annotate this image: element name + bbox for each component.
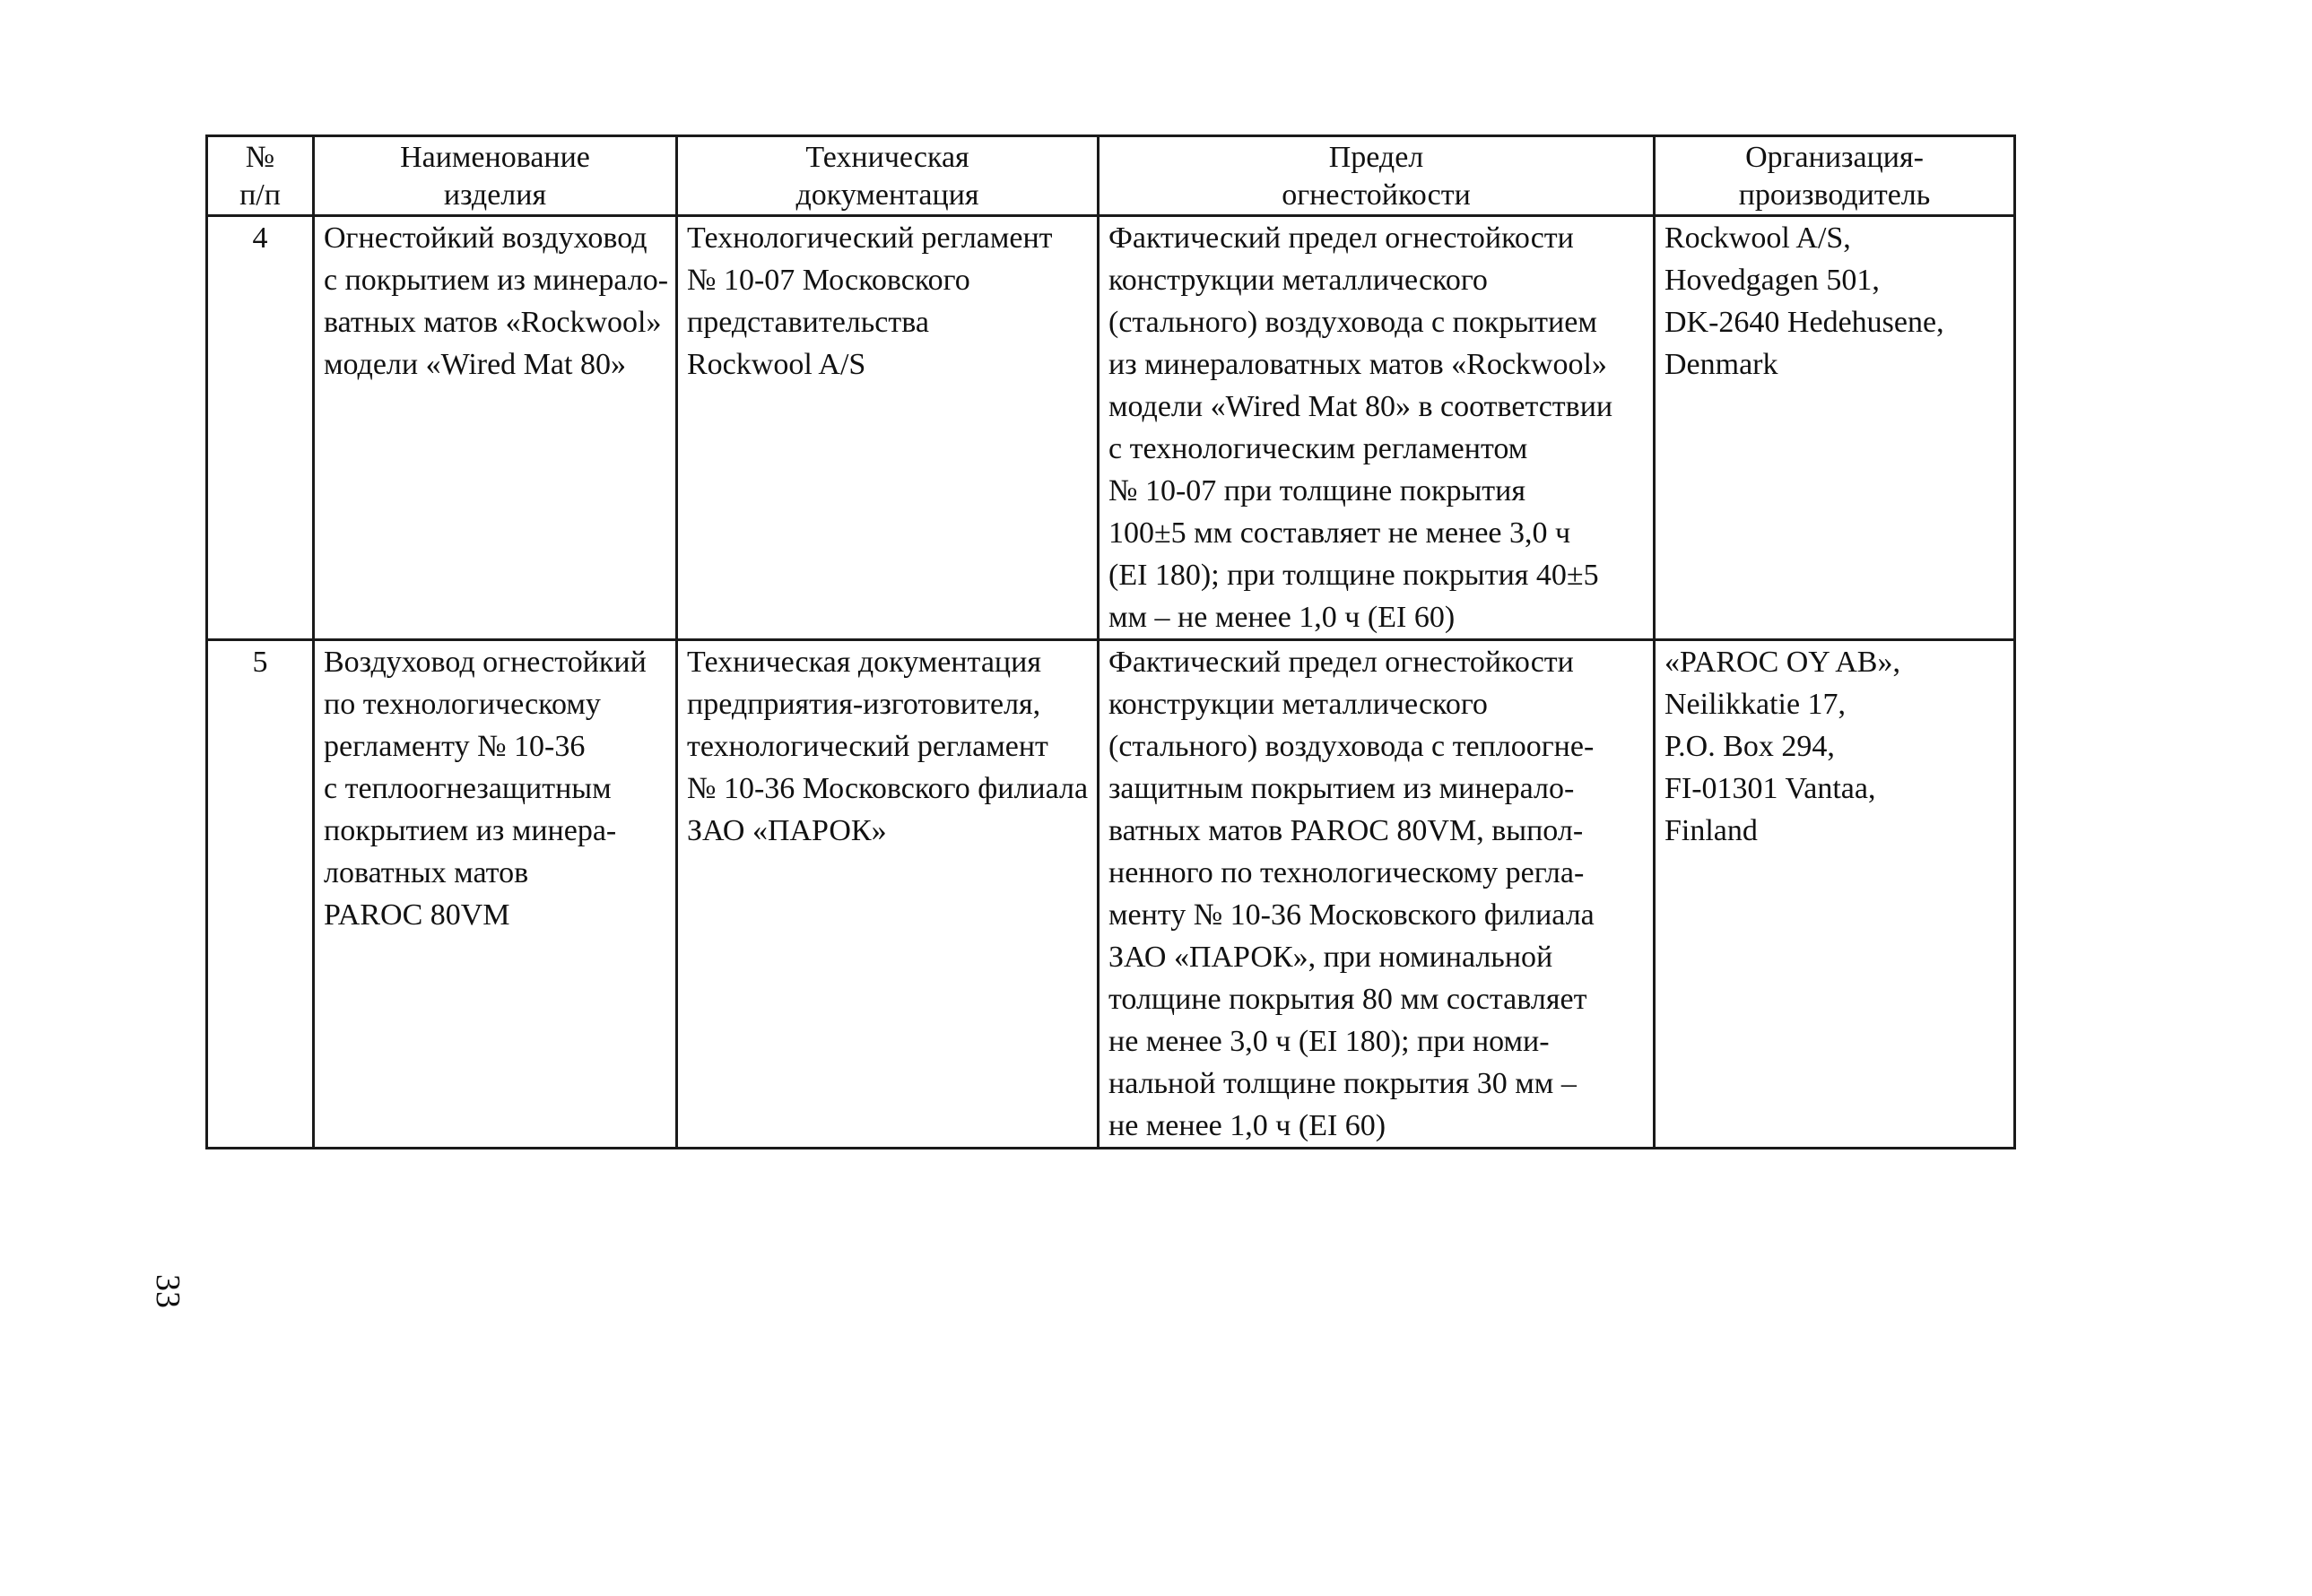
header-product-name	[314, 136, 677, 216]
cell-line: (EI 180); при толщине покрытия 40±5	[1108, 559, 1599, 592]
cell-line: по технологическому	[324, 688, 601, 721]
header-number	[207, 136, 314, 216]
documentation-cell	[677, 640, 1099, 1149]
cell-line: № 10-07 при толщине покрытия	[1108, 474, 1525, 507]
fire-resistance-cell	[1099, 216, 1655, 640]
cell-line: PAROC 80VM	[324, 898, 510, 932]
cell-line: № 10-07 Московского	[687, 264, 970, 297]
cell-line: предприятия-изготовителя,	[687, 688, 1041, 721]
cell-line: № 10-36 Московского филиала	[687, 772, 1089, 805]
cell-line: нальной толщине покрытия 30 мм –	[1108, 1067, 1577, 1100]
cell-line: не менее 3,0 ч (EI 180); при номи-	[1108, 1025, 1550, 1058]
cell-line: с покрытием из минерало-	[324, 264, 669, 297]
cell-line: менту № 10-36 Московского филиала	[1108, 898, 1595, 932]
header-line: Организация-	[1745, 141, 1924, 174]
products-table	[205, 134, 2016, 1149]
cell-line: представительства	[687, 306, 929, 339]
page-number: 33	[149, 1274, 187, 1308]
cell-line: Rockwool A/S,	[1664, 221, 1851, 255]
cell-line: P.O. Box 294,	[1664, 730, 1835, 763]
header-line: Предел	[1328, 141, 1424, 174]
cell-line: ватных матов «Rockwool»	[324, 306, 662, 339]
cell-line: конструкции металлического	[1108, 264, 1488, 297]
cell-line: Rockwool A/S	[687, 348, 866, 381]
cell-line: модели «Wired Mat 80»	[324, 348, 626, 381]
cell-line: Технологический регламент	[687, 221, 1053, 255]
manufacturer-cell	[1655, 640, 2015, 1149]
table-row	[207, 216, 2015, 640]
cell-line: ловатных матов	[324, 856, 529, 889]
cell-line: Воздуховод огнестойкий	[324, 646, 647, 679]
cell-line: FI-01301 Vantaa,	[1664, 772, 1876, 805]
product-name-cell	[314, 216, 677, 640]
cell-line: с теплоогнезащитным	[324, 772, 612, 805]
row-number: 5	[207, 640, 314, 1149]
cell-line: Техническая документация	[687, 646, 1041, 679]
cell-line: из минераловатных матов «Rockwool»	[1108, 348, 1607, 381]
header-technical-documentation	[677, 136, 1099, 216]
cell-line: Denmark	[1664, 348, 1778, 381]
cell-line: модели «Wired Mat 80» в соответствии	[1108, 390, 1613, 423]
header-line: огнестойкости	[1282, 178, 1471, 212]
cell-line: толщине покрытия 80 мм составляет	[1108, 983, 1587, 1016]
manufacturer-cell	[1655, 216, 2015, 640]
cell-line: (стального) воздуховода с теплоогне-	[1108, 730, 1595, 763]
cell-line: покрытием из минера-	[324, 814, 617, 847]
cell-line: 100±5 мм составляет не менее 3,0 ч	[1108, 516, 1571, 550]
cell-line: Neilikkatie 17,	[1664, 688, 1847, 721]
cell-line: мм – не менее 1,0 ч (EI 60)	[1108, 601, 1456, 634]
row-number: 4	[207, 216, 314, 640]
cell-line: Hovedgagen 501,	[1664, 264, 1880, 297]
cell-line: ненного по технологическому регла-	[1108, 856, 1585, 889]
cell-line: регламенту № 10-36	[324, 730, 586, 763]
cell-line: Фактический предел огнестойкости	[1108, 646, 1574, 679]
cell-line: ЗАО «ПАРОК», при номинальной	[1108, 941, 1553, 974]
cell-line: конструкции металлического	[1108, 688, 1488, 721]
fire-resistance-cell	[1099, 640, 1655, 1149]
cell-line: ЗАО «ПАРОК»	[687, 814, 887, 847]
cell-line: защитным покрытием из минерало-	[1108, 772, 1575, 805]
cell-line: DK-2640 Hedehusene,	[1664, 306, 1944, 339]
header-line: документация	[795, 178, 979, 212]
cell-line: Огнестойкий воздуховод	[324, 221, 648, 255]
header-line: изделия	[443, 178, 547, 212]
header-line: п/п	[239, 178, 281, 212]
documentation-cell	[677, 216, 1099, 640]
cell-line: с технологическим регламентом	[1108, 432, 1528, 465]
cell-line: «PAROC OY AB»,	[1664, 646, 1900, 679]
header-manufacturer	[1655, 136, 2015, 216]
cell-line: технологический регламент	[687, 730, 1048, 763]
product-name-cell	[314, 640, 677, 1149]
header-fire-resistance-limit	[1099, 136, 1655, 216]
header-line: Техническая	[805, 141, 969, 174]
cell-line: ватных матов PAROC 80VM, выпол-	[1108, 814, 1584, 847]
cell-line: (стального) воздуховода с покрытием	[1108, 306, 1597, 339]
cell-line: Фактический предел огнестойкости	[1108, 221, 1574, 255]
table-header-row	[207, 136, 2015, 216]
header-line: №	[245, 141, 275, 174]
cell-line: Finland	[1664, 814, 1758, 847]
cell-line: не менее 1,0 ч (EI 60)	[1108, 1109, 1386, 1142]
header-line: производитель	[1738, 178, 1931, 212]
header-line: Наименование	[400, 141, 590, 174]
table-row	[207, 640, 2015, 1149]
